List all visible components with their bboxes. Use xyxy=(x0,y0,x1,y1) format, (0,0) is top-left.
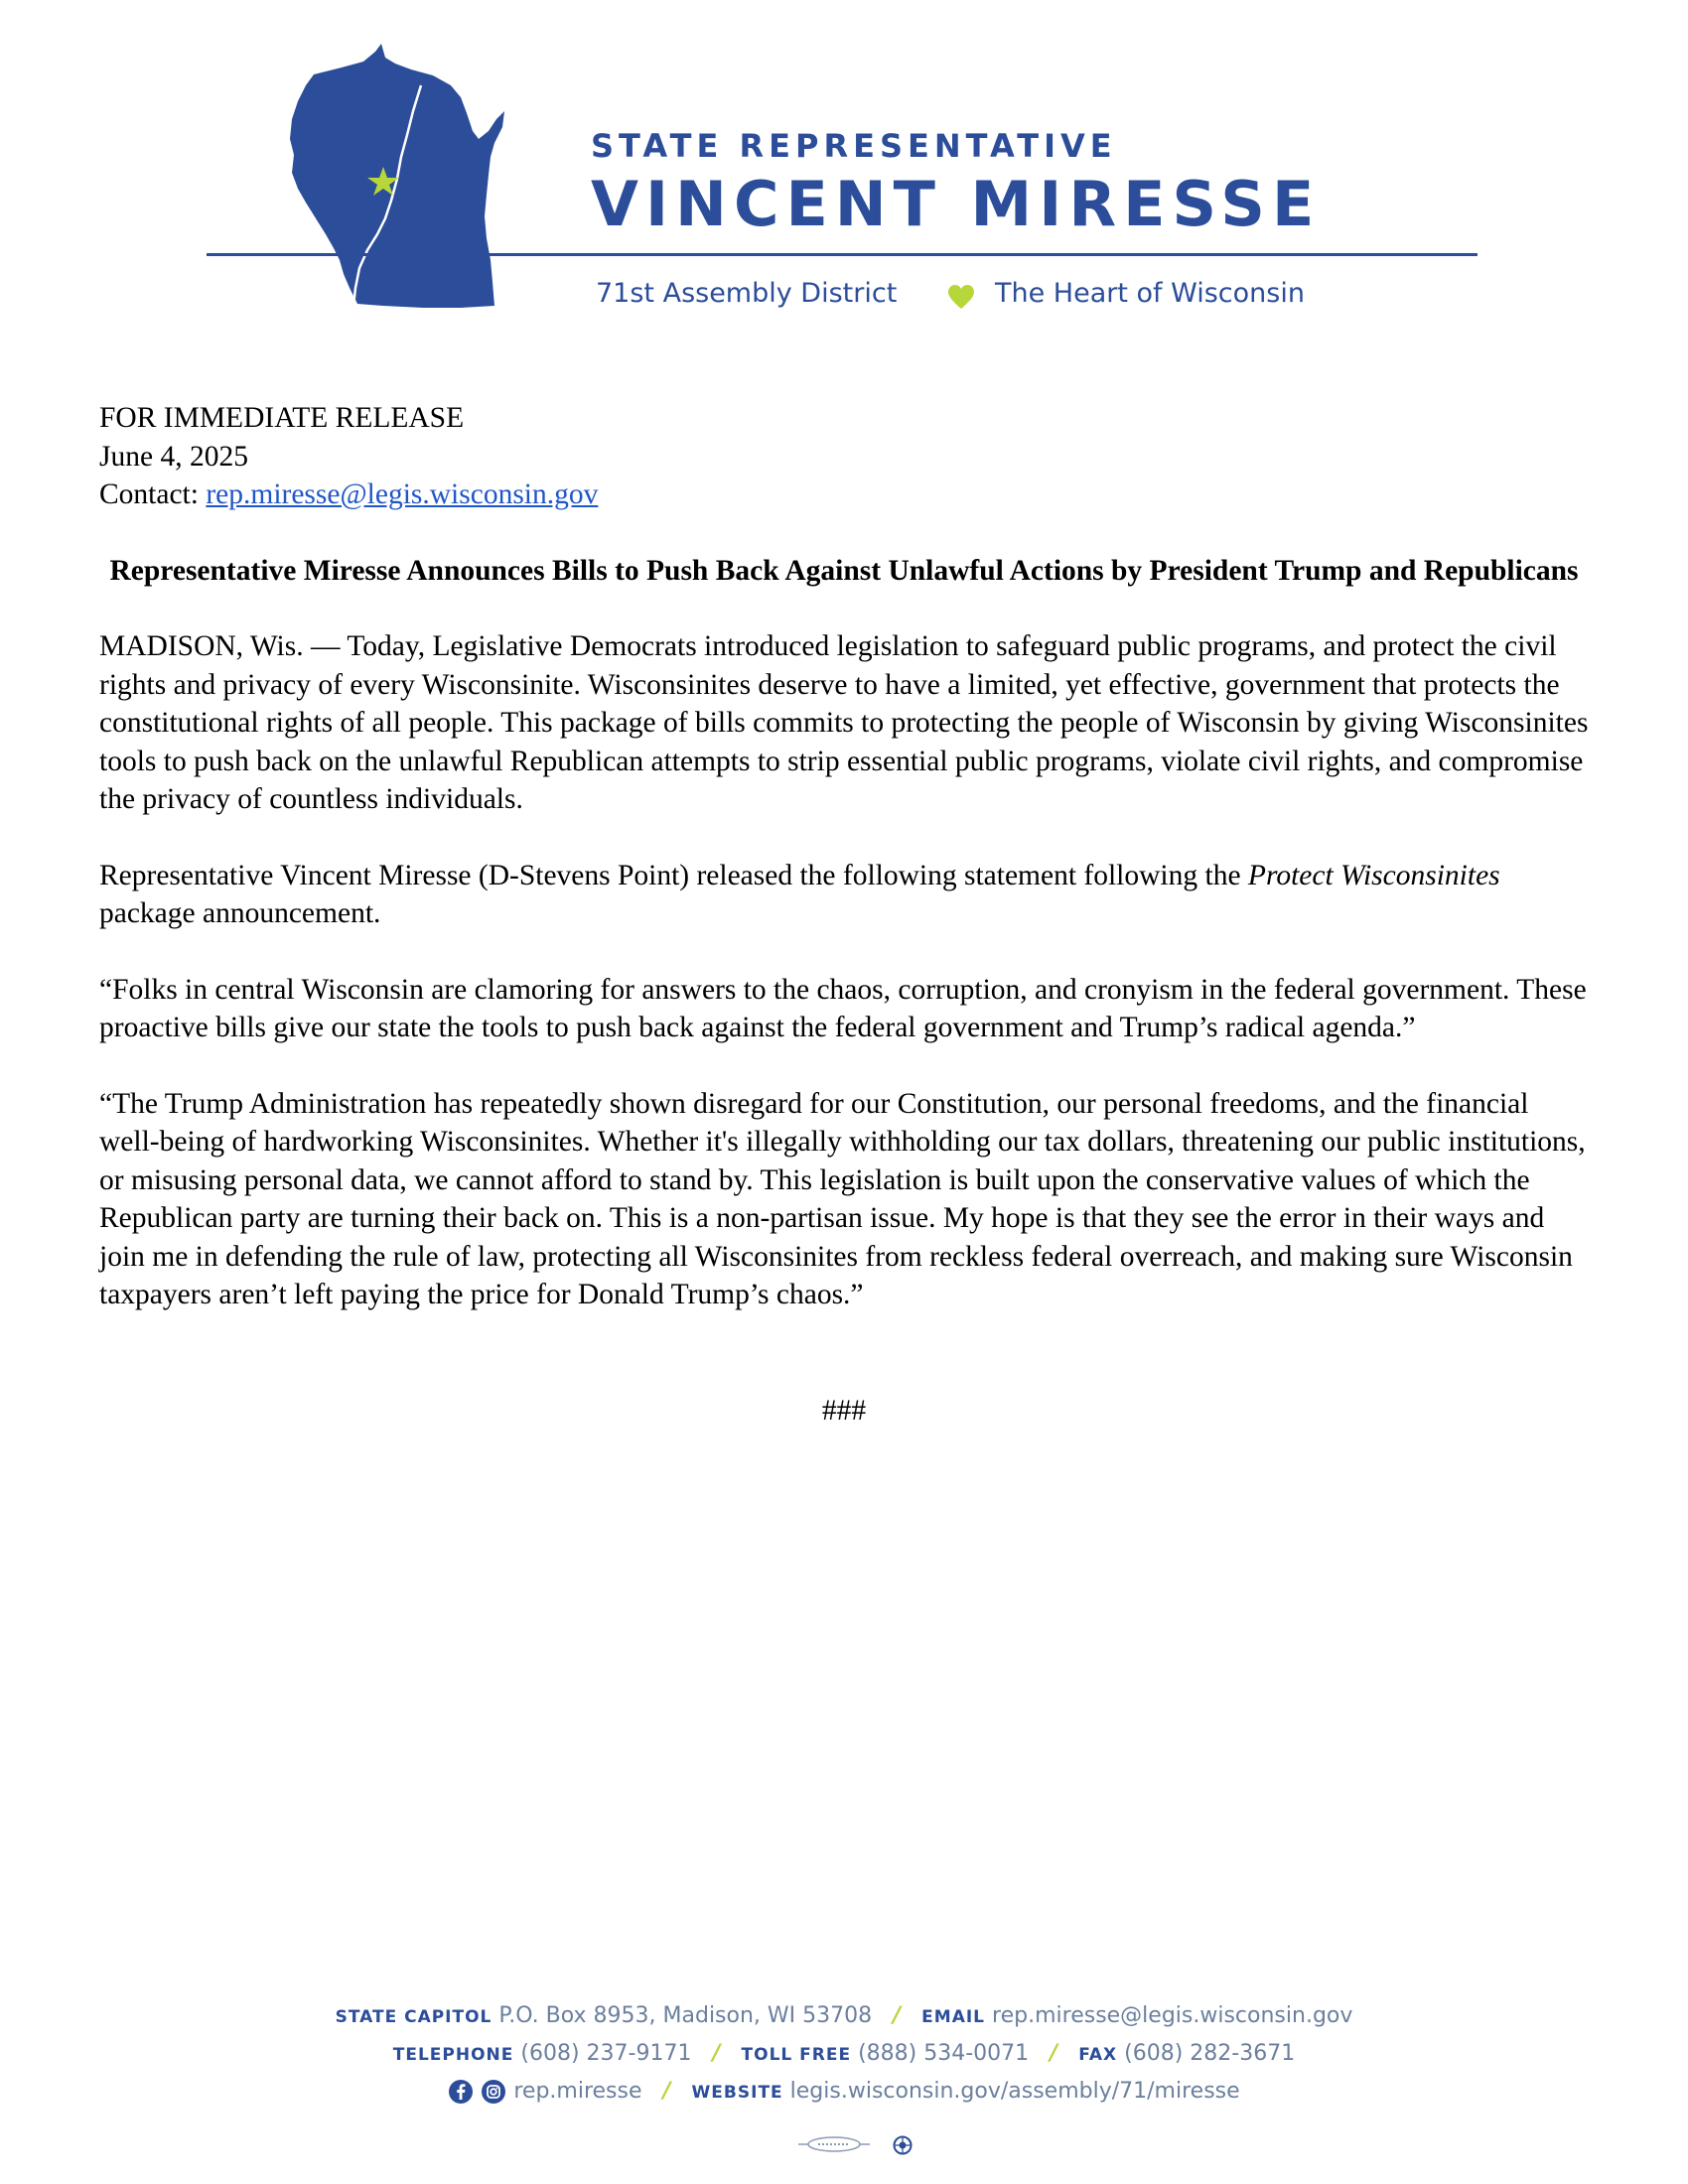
instagram-icon[interactable] xyxy=(481,2079,506,2105)
capitol-label: STATE CAPITOL xyxy=(335,2007,492,2027)
separator-slash: / xyxy=(1050,2041,1058,2066)
telephone-label: TELEPHONE xyxy=(392,2045,514,2065)
statement-intro-tail: package announcement. xyxy=(99,897,381,929)
headline: Representative Miresse Announces Bills to Push Back Against Unlawful Actions by President Trump and Republicans xyxy=(109,554,1579,587)
contact-label: Contact: xyxy=(99,478,207,510)
letterhead-tagline: The Heart of Wisconsin xyxy=(995,278,1305,309)
footer-row-web xyxy=(0,2079,1688,2105)
footer-row-address xyxy=(0,2003,1688,2028)
capitol-address: P.O. Box 8953, Madison, WI 53708 xyxy=(498,2003,873,2028)
letterhead-title-small: STATE REPRESENTATIVE xyxy=(591,127,1117,165)
social-handle[interactable]: rep.miresse xyxy=(513,2079,642,2104)
separator-slash: / xyxy=(662,2079,671,2104)
separator-slash: / xyxy=(712,2041,721,2066)
footer-row-phones xyxy=(0,2041,1688,2066)
paragraph-intro: MADISON, Wis. — Today, Legislative Democrats introduced legislation to safeguard public programs, and protect the civil rights and privacy of every Wisconsinite. Wisconsinites deserve to have a limited, yet effective, government that protects the constitutional rights of all people. This package of bills commits to protecting the people of Wisconsin by giving Wisconsinites tools to push back on the unlawful Republican attempts to strip essential public programs, violate civil rights, and compromise the privacy of countless individuals. xyxy=(99,630,1589,815)
separator-slash: / xyxy=(893,2003,902,2028)
website-label: WEBSITE xyxy=(691,2083,783,2103)
fax-label: FAX xyxy=(1078,2045,1118,2065)
footer-email[interactable]: rep.miresse@legis.wisconsin.gov xyxy=(992,2003,1353,2028)
paragraph-quote-2: “The Trump Administration has repeatedly shown disregard for our Constitution, our personal freedoms, and the financial well-being of hardworking Wisconsinites. Whether it's illegally withholding our tax dollars, threatening our public institutions, or misusing personal data, we cannot afford to stand by. This legislation is built upon the conservative values of which the Republican party are turning their back on. This is a non-partisan issue. My hope is that they see the error in their ways and join me in defending the rule of law, protecting all Wisconsinites from reckless federal overreach, and making sure Wisconsin taxpayers aren’t left paying the price for Donald Trump’s chaos.” xyxy=(99,1087,1586,1310)
recycle-icon xyxy=(892,2134,914,2156)
union-bug-icon xyxy=(794,2134,874,2154)
tollfree-label: TOLL FREE xyxy=(741,2045,852,2065)
tollfree-number[interactable]: (888) 534-0071 xyxy=(858,2041,1030,2066)
paragraph-quote-1: “Folks in central Wisconsin are clamoring for answers to the chaos, corruption, and cronyism in the federal government. These proactive bills give our state the tools to push back against the federal government and Trump’s radical agenda.” xyxy=(99,973,1587,1043)
end-mark: ### xyxy=(821,1394,867,1427)
contact-email-link[interactable]: rep.miresse@legis.wisconsin.gov xyxy=(206,478,599,510)
fax-number: (608) 282-3671 xyxy=(1124,2041,1296,2066)
release-date: June 4, 2025 xyxy=(99,440,248,473)
facebook-icon[interactable] xyxy=(448,2079,474,2105)
telephone-number[interactable]: (608) 237-9171 xyxy=(520,2041,692,2066)
letterhead xyxy=(0,0,1688,328)
statement-intro-text: Representative Vincent Miresse (D-Stevens Point) released the following statement following the xyxy=(99,859,1248,891)
press-release-body xyxy=(99,399,1589,1430)
letterhead-rule xyxy=(207,253,1477,256)
release-label: FOR IMMEDIATE RELEASE xyxy=(99,402,465,434)
letterhead-district: 71st Assembly District xyxy=(596,278,898,309)
package-name: Protect Wisconsinites xyxy=(1247,859,1500,891)
wisconsin-map-icon xyxy=(284,40,544,312)
email-label: EMAIL xyxy=(921,2007,986,2027)
heart-icon xyxy=(947,284,975,310)
paragraph-statement-intro xyxy=(99,857,1589,933)
contact-line xyxy=(99,476,1589,514)
website-url[interactable]: legis.wisconsin.gov/assembly/71/miresse xyxy=(789,2079,1240,2104)
letterhead-title-name: VINCENT MIRESSE xyxy=(591,168,1322,240)
